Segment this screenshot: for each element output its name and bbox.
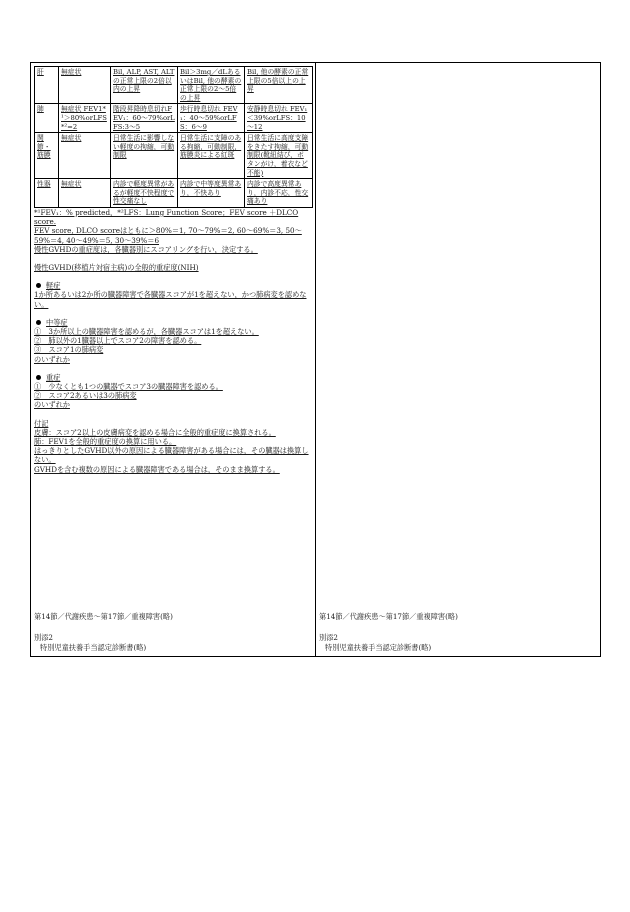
right-doc-label: 特別児童扶養手当認定診断書(略): [325, 643, 432, 652]
footnote-scores: FEV score, DLCO scoreはともに＞80%＝1, 70～79%＝2, 60～69%＝3, 50～59%＝4, 40～49%＝5, 30～39%＝6: [34, 226, 302, 245]
right-bessi-label: 別添2: [319, 633, 338, 642]
severity-rule: 慢性GVHDの重症度は，各臓器別にスコアリングを行い，決定する。: [34, 244, 258, 254]
organ-cell: 性器: [35, 179, 59, 208]
severe-item: ② スコア2あるいは3の肺病変: [34, 391, 137, 401]
table-row: [35, 179, 313, 208]
appendix-line: はっきりとしたGVHD以外の原因による臓器障害がある場合には，その臓器は換算しない。: [34, 446, 309, 465]
score1-cell: 階段昇降時息切れFEV₁：60～79%orLFS:3～5: [111, 104, 178, 133]
score0-cell: 無症状: [59, 179, 111, 208]
left-column: [34, 66, 312, 474]
organ-cell: 肝: [35, 67, 59, 104]
organ-cell: 関節・筋膜: [35, 133, 59, 179]
score0-cell: 無症状: [59, 67, 111, 104]
left-doc-label: 特別児童扶養手当認定診断書(略): [40, 643, 147, 652]
organ-cell: 肺: [35, 104, 59, 133]
mild-text: 1か所あるいは2か所の臓器障害で各臓器スコアが1を超えない，かつ肺病変を認めない。: [34, 290, 307, 309]
bullet-icon: [36, 320, 41, 325]
score1-cell: 日常生活に影響しない軽度の拘縮，可動制限: [111, 133, 178, 179]
bullet-icon: [36, 375, 41, 380]
mild-heading: 軽症: [34, 281, 312, 290]
appendix-line: GVHDを含む複数の原因による臓器障害である場合は，そのまま換算する。: [34, 464, 280, 474]
score3-cell: 内診で高度異常あり，内診不応，性交痛あり: [245, 179, 313, 208]
severe-heading: 重症: [34, 373, 312, 382]
table-row: [35, 133, 313, 179]
score0-cell: 無症状: [59, 133, 111, 179]
appendix-line: 皮膚：スコア2以上の皮膚病変を認める場合に全般的重症度に換算される。: [34, 427, 276, 437]
severe-tail: のいずれか: [34, 400, 70, 410]
score2-cell: Bil＞3mg／dLあるいはBil, 他の酵素の正常上限の2～5倍の上昇: [178, 67, 245, 104]
score0-cell: 無症状 FEV1*¹＞80%orLFS*²=2: [59, 104, 111, 133]
bullet-icon: [36, 283, 41, 288]
score3-cell: Bil, 他の酵素の正常上限の5倍以上の上昇: [245, 67, 313, 104]
score2-cell: 歩行時息切れ FEV₁：40～59%orLFS：6～9: [178, 104, 245, 133]
moderate-item: ① 3か所以上の臓器障害を認めるが，各臓器スコアは1を超えない。: [34, 326, 259, 336]
right-section-footer: 第14節／代謝疾患～第17節／重複障害(略): [319, 612, 458, 621]
left-bessi-label: 別添2: [34, 633, 53, 642]
footnote-abbrev: *¹FEV₁：% predicted，*²LFS：Lung Function Score；FEV score ＋DLCO score.: [34, 207, 299, 227]
organ-score-table: [34, 66, 313, 208]
score2-cell: 内診で中等度異常あり，不快あり: [178, 179, 245, 208]
score1-cell: Bil, ALP, AST, ALTの正常上限の2倍以内の上昇: [111, 67, 178, 104]
moderate-tail: のいずれか: [34, 354, 70, 364]
severity-heading: 慢性GVHD(移植片対宿主病)の全般的重症度(NIH): [34, 262, 199, 272]
left-section-footer: 第14節／代謝疾患～第17節／重複障害(略): [34, 612, 173, 621]
appendix-title: 付記: [34, 418, 49, 428]
score3-cell: 日常生活に高度支障をきたす拘縮，可動制限(靴紐結び，ボタンがけ，着衣など不能): [245, 133, 313, 179]
score1-cell: 内診で軽度異常があるが軽度不快程度で性交痛なし: [111, 179, 178, 208]
moderate-item: ③ スコア1の肺病変: [34, 345, 104, 355]
moderate-heading: 中等症: [34, 318, 312, 327]
table-row: [35, 104, 313, 133]
appendix-line: 肺：FEV1を全般的重症度の換算に用いる。: [34, 436, 177, 446]
moderate-item: ② 肺以外の1臓器以上でスコア2の障害を認める。: [34, 336, 202, 346]
score2-cell: 日常生活に支障のある拘縮，可動制限，筋膜炎による紅斑: [178, 133, 245, 179]
table-row: [35, 67, 313, 104]
score3-cell: 安静時息切れ FEV₁＜39%orLFS：10～12: [245, 104, 313, 133]
column-divider: [315, 62, 316, 657]
severe-item: ① 少なくとも1つの臓器でスコア3の臓器障害を認める。: [34, 381, 223, 391]
